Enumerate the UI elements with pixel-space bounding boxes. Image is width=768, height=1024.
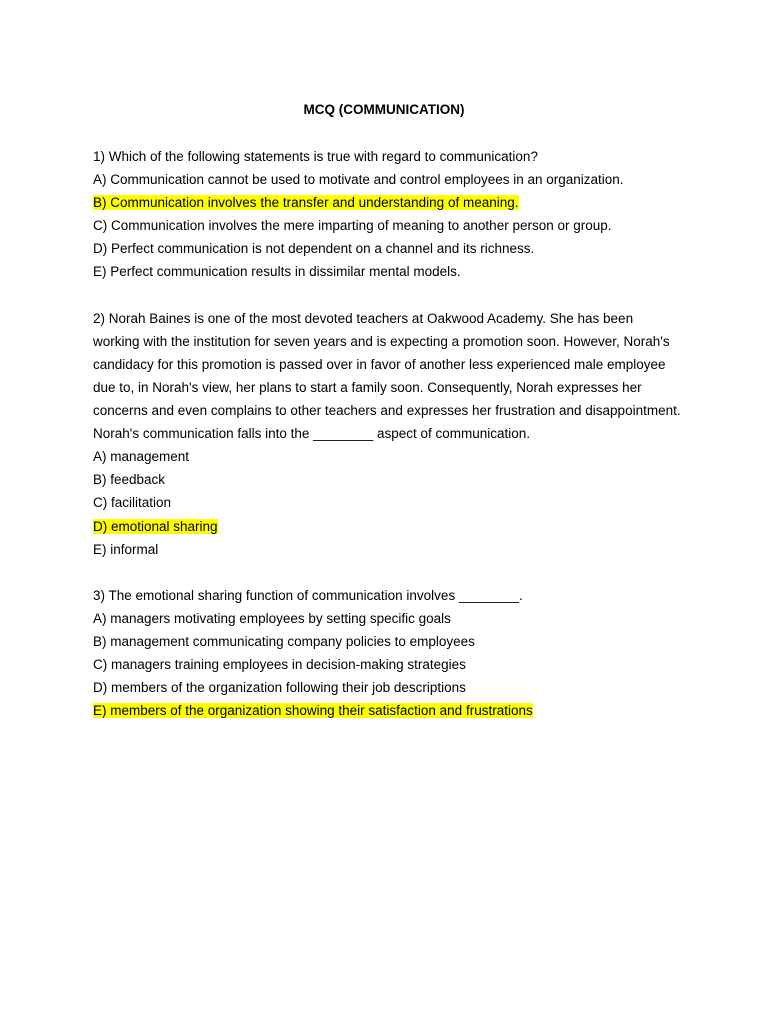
question-2-option-b: B) feedback <box>93 472 166 488</box>
question-1-option-b <box>93 191 683 214</box>
spacer <box>93 284 683 307</box>
document-title: MCQ (COMMUNICATION) <box>303 102 465 117</box>
question-1 <box>93 145 683 284</box>
question-2 <box>93 307 683 561</box>
question-3-option-a: A) managers motivating employees by setting specific goals <box>93 610 451 626</box>
question-3-text: 3) The emotional sharing function of communication involves ________. <box>93 587 523 603</box>
spacer <box>93 561 683 584</box>
question-1-option-d: D) Perfect communication is not dependent on a channel and its richness. <box>93 241 535 257</box>
question-2-option-a: A) management <box>93 449 190 465</box>
highlighted-answer: E) members of the organization showing their satisfaction and frustrations <box>93 703 533 719</box>
question-2-option-e: E) informal <box>93 541 159 557</box>
question-3 <box>93 584 683 723</box>
question-2-option-d <box>93 515 683 538</box>
question-1-option-a: A) Communication cannot be used to motivate and control employees in an organization. <box>93 172 624 188</box>
question-2-text: 2) Norah Baines is one of the most devoted teachers at Oakwood Academy. She has been working with the institution for seven years and is expecting a promotion soon. However, Norah's candidacy for this promotion is passed over in favor of another less experienced male employee due to, in Norah's view, her plans to start a family soon. Consequently, Norah expresses her concerns and even complains to other teachers and expresses her frustration and disappointment. Norah's communication falls into the ________ aspect of communication. <box>93 310 681 442</box>
question-1-option-c: C) Communication involves the mere imparting of meaning to another person or group. <box>93 218 612 234</box>
question-1-option-e: E) Perfect communication results in dissimilar mental models. <box>93 264 461 280</box>
question-3-option-d: D) members of the organization following their job descriptions <box>93 680 466 696</box>
question-3-option-b: B) management communicating company policies to employees <box>93 633 475 649</box>
question-2-option-c: C) facilitation <box>93 495 172 511</box>
question-3-option-c: C) managers training employees in decision-making strategies <box>93 657 466 673</box>
highlighted-answer: B) Communication involves the transfer and understanding of meaning. <box>93 195 519 211</box>
question-1-text: 1) Which of the following statements is true with regard to communication? <box>93 149 538 164</box>
highlighted-answer: D) emotional sharing <box>93 518 218 534</box>
question-list <box>93 145 683 722</box>
question-3-option-e <box>93 699 683 722</box>
